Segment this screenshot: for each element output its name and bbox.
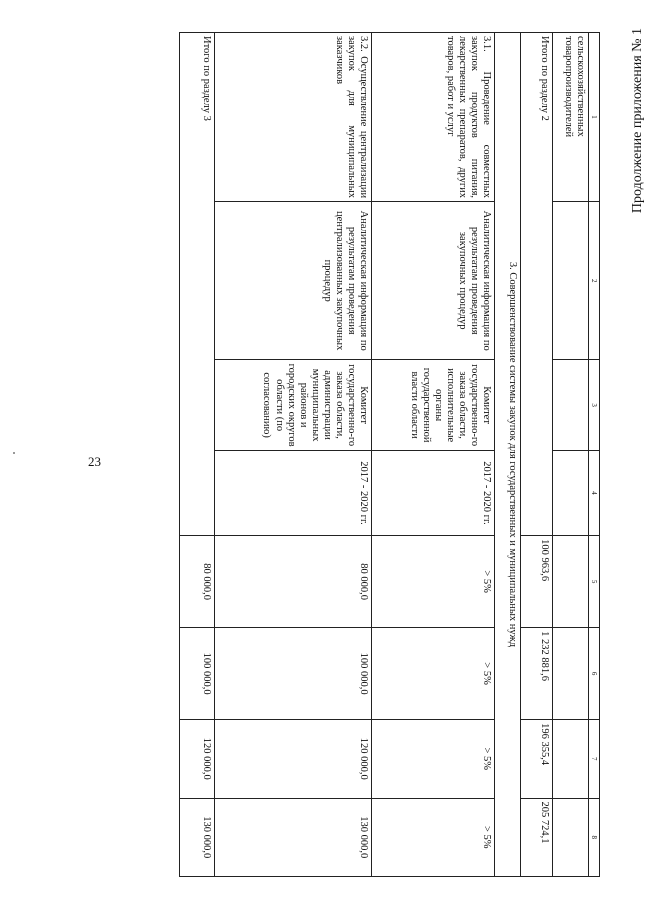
- table-row: [214, 33, 371, 877]
- annex-continuation-label: Продолжение приложения № 1: [630, 28, 645, 214]
- col-number: 1: [588, 33, 599, 202]
- cell-period: 2017 - 2020 гг.: [371, 450, 494, 535]
- cell-name: сельскохозяйственных товаропроизводителей: [552, 33, 588, 202]
- cell-value: 120 000,0: [179, 720, 214, 798]
- cell-value: 100 963,6: [520, 536, 552, 628]
- cell-value: 100 000,0: [214, 628, 371, 720]
- cell-empty: [552, 798, 588, 877]
- col-number: 3: [588, 360, 599, 451]
- cell-value: 1 232 881,6: [520, 628, 552, 720]
- cell-executor: Комитет государственно-го заказа области, исполнительные органы государственной власти области: [371, 360, 494, 451]
- subtotal-label: Итого по разделу 3: [179, 33, 214, 536]
- col-number: 6: [588, 628, 599, 720]
- cell-value: 130 000,0: [214, 798, 371, 877]
- table-row: [552, 33, 588, 877]
- measures-table: [179, 32, 600, 877]
- cell-measure: 3.2. Осуществление централизации закупок для муниципальных заказчиков: [214, 33, 371, 202]
- cell-value: 100 000,0: [179, 628, 214, 720]
- cell-value: > 5%: [371, 720, 494, 798]
- cell-value: > 5%: [371, 536, 494, 628]
- cell-executor: Комитет государственно-го заказа области, администрации муниципальных районов и городских округов области (по согласованию): [214, 360, 371, 451]
- cell-empty: [552, 628, 588, 720]
- col-number: 8: [588, 798, 599, 877]
- cell-result: Аналитическая информация по результатам проведения закупочных процедур: [371, 202, 494, 360]
- cell-value: > 5%: [371, 628, 494, 720]
- col-number: 5: [588, 536, 599, 628]
- cell-empty: [552, 360, 588, 451]
- cell-empty: [552, 720, 588, 798]
- rotated-table-container: [163, 32, 600, 877]
- cell-value: 80 000,0: [179, 536, 214, 628]
- col-number: 2: [588, 202, 599, 360]
- cell-value: > 5%: [371, 798, 494, 877]
- page-number: 23: [88, 454, 101, 469]
- section-heading: 3. Совершенствование системы закупок для государственных и муниципальных нужд: [494, 33, 520, 877]
- column-number-row: [588, 33, 599, 877]
- cell-empty: [552, 450, 588, 535]
- cell-value: 205 724,1: [520, 798, 552, 877]
- col-number: 7: [588, 720, 599, 798]
- table-row-subtotal: [520, 33, 552, 877]
- cell-value: 130 000,0: [179, 798, 214, 877]
- cell-result: Аналитическая информация по результатам проведения централизованных закупочных процедур: [214, 202, 371, 360]
- scan-speck: [13, 452, 15, 454]
- cell-measure: 3.1. Проведение совместных закупок продуктов питания, лекарственных препаратов, других товаров, работ и услуг: [371, 33, 494, 202]
- cell-period: 2017 - 2020 гг.: [214, 450, 371, 535]
- section-heading-row: [494, 33, 520, 877]
- col-number: 4: [588, 450, 599, 535]
- cell-value: 80 000,0: [214, 536, 371, 628]
- cell-value: 196 355,4: [520, 720, 552, 798]
- subtotal-label: Итого по разделу 2: [520, 33, 552, 536]
- cell-empty: [552, 202, 588, 360]
- table-row-subtotal: [179, 33, 214, 877]
- cell-value: 120 000,0: [214, 720, 371, 798]
- table-row: [371, 33, 494, 877]
- cell-empty: [552, 536, 588, 628]
